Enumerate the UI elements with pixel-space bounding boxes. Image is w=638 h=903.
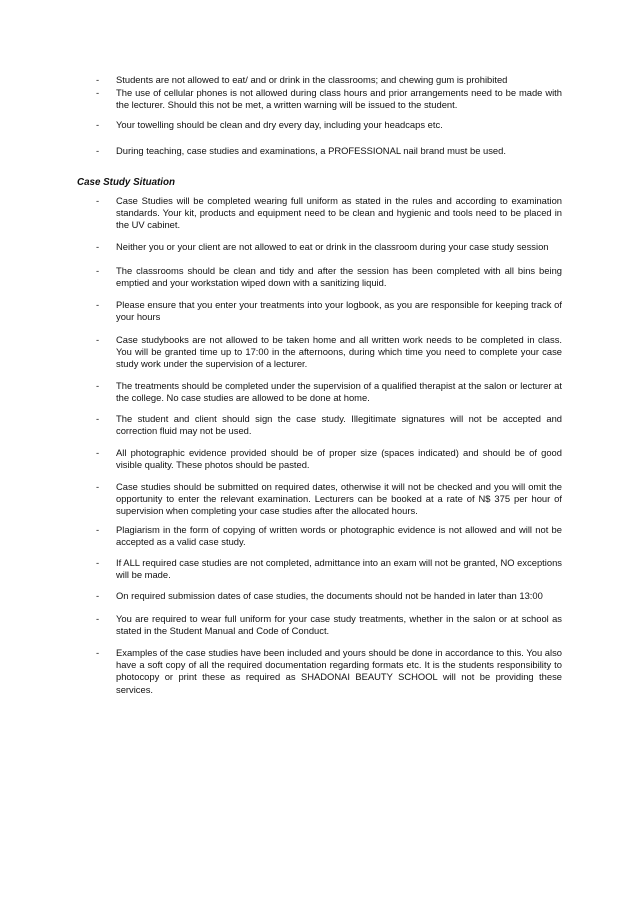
rule-text: The use of cellular phones is not allowed during class hours and prior arrangements need to be made with the lecturer. Should this not be met, a written warning will be issued to the student. xyxy=(116,87,562,111)
bullet-dash: - xyxy=(96,334,100,345)
rule-text: You are required to wear full uniform for your case study treatments, whether in the salon or at school as stated in the Student Manual and Code of Conduct. xyxy=(116,613,562,637)
list-item xyxy=(0,613,562,637)
bullet-dash: - xyxy=(96,195,100,206)
list-item xyxy=(0,74,562,86)
list-item xyxy=(0,265,562,289)
list-item xyxy=(0,557,562,581)
rule-text: All photographic evidence provided should be of proper size (spaces indicated) and should be of good visible quality. These photos should be pasted. xyxy=(116,447,562,471)
bullet-dash: - xyxy=(96,299,100,310)
bullet-dash: - xyxy=(96,413,100,424)
rule-text: Case Studies will be completed wearing full uniform as stated in the rules and according to examination standards. Your kit, products and equipment need to be clean and hygienic and tools need to be placed in the UV cabinet. xyxy=(116,195,562,231)
list-item xyxy=(0,524,562,548)
list-item xyxy=(0,647,562,696)
rule-text: Case studies should be submitted on required dates, otherwise it will not be checked and you will omit the opportunity to enter the relevant examination. Lecturers can be booked at a rate of N$ 375 per hour of supervision when completing your case studies after the allocated hours. xyxy=(116,481,562,517)
list-item xyxy=(0,87,562,111)
bullet-dash: - xyxy=(96,613,100,624)
list-item xyxy=(0,195,562,232)
rule-text: Case studybooks are not allowed to be taken home and all written work needs to be completed in class. You will be granted time up to 17:00 in the afternoons, during which time you need to complete your case study work under the supervision of a lecturer. xyxy=(116,334,562,370)
bullet-dash: - xyxy=(96,590,100,601)
list-item xyxy=(0,447,562,471)
list-item xyxy=(0,119,562,131)
rule-text: The treatments should be completed under the supervision of a qualified therapist at the salon or lecturer at the college. No case studies are allowed to be done at home. xyxy=(116,380,562,404)
bullet-dash: - xyxy=(96,380,100,391)
bullet-dash: - xyxy=(96,524,100,535)
bullet-dash: - xyxy=(96,241,100,252)
bullet-dash: - xyxy=(96,74,100,85)
rule-text: Examples of the case studies have been included and yours should be done in accordance to this. You also have a soft copy of all the required documentation regarding formats etc. It is the students responsibility to photocopy or print these as required as SHADONAI BEAUTY SCHOOL will not be providing these services. xyxy=(116,647,562,695)
rule-text: During teaching, case studies and examinations, a PROFESSIONAL nail brand must be used. xyxy=(116,145,506,156)
rule-text: Please ensure that you enter your treatments into your logbook, as you are responsible for keeping track of your hours xyxy=(116,299,562,323)
bullet-dash: - xyxy=(96,481,100,492)
rule-text: The student and client should sign the case study. Illegitimate signatures will not be accepted and correction fluid may not be used. xyxy=(116,413,562,437)
bullet-dash: - xyxy=(96,119,100,130)
list-item xyxy=(0,590,562,602)
rule-text: The classrooms should be clean and tidy and after the session has been completed with all bins being emptied and your workstation wiped down with a sanitizing liquid. xyxy=(116,265,562,289)
bullet-dash: - xyxy=(96,87,100,98)
list-item xyxy=(0,145,562,157)
section-heading: Case Study Situation xyxy=(77,177,175,188)
bullet-dash: - xyxy=(96,145,100,156)
rule-text: Students are not allowed to eat/ and or drink in the classrooms; and chewing gum is prohibited xyxy=(116,74,508,85)
bullet-dash: - xyxy=(96,647,100,658)
rule-text: On required submission dates of case studies, the documents should not be handed in later than 13:00 xyxy=(116,590,543,601)
bullet-dash: - xyxy=(96,447,100,458)
list-item xyxy=(0,380,562,404)
list-item xyxy=(0,334,562,371)
bullet-dash: - xyxy=(96,265,100,276)
rule-text: If ALL required case studies are not completed, admittance into an exam will not be granted, NO exceptions will be made. xyxy=(116,557,562,581)
rule-text: Neither you or your client are not allowed to eat or drink in the classroom during your case study session xyxy=(116,241,549,252)
list-item xyxy=(0,413,562,437)
rule-text: Plagiarism in the form of copying of written words or photographic evidence is not allowed and will not be accepted as a valid case study. xyxy=(116,524,562,548)
bullet-dash: - xyxy=(96,557,100,568)
rule-text: Your towelling should be clean and dry every day, including your headcaps etc. xyxy=(116,119,443,130)
list-item xyxy=(0,481,562,518)
list-item xyxy=(0,299,562,323)
list-item xyxy=(0,241,562,253)
